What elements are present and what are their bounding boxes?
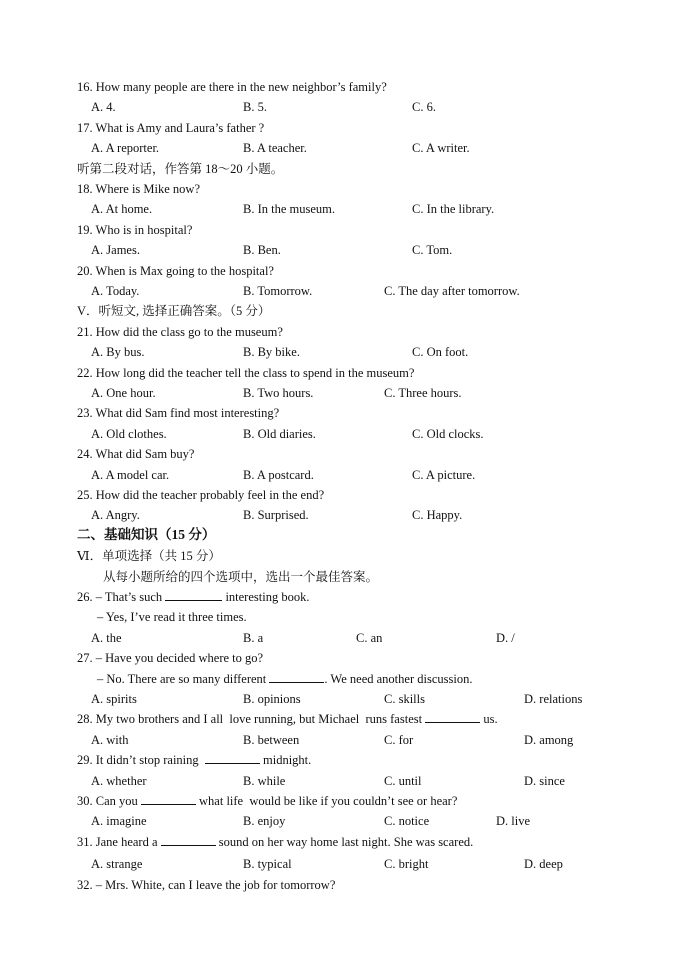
q16-option-c: C. 6. [412,100,436,114]
q29-stem-start: 29. It didn’t stop raining [77,753,205,767]
q27-reply-end: . We need another discussion. [324,672,473,686]
q23-option-a: A. Old clothes. [91,427,167,441]
question-19: 19. Who is in hospital? [77,223,193,237]
q18-option-c: C. In the library. [412,202,495,216]
q25-option-b: B. Surprised. [243,508,309,522]
question-25: 25. How did the teacher probably feel in the end? [77,488,325,502]
q28-option-b: B. between [243,733,300,747]
question-22: 22. How long did the teacher tell the class to spend in the museum? [77,366,415,380]
q17-option-b: B. A teacher. [243,141,307,155]
q20-option-b: B. Tomorrow. [243,284,313,298]
q21-option-b: B. By bike. [243,345,300,359]
q30-option-a: A. imagine [91,814,147,828]
q29-option-c: C. until [384,774,422,788]
section-6-instruction: 从每小题所给的四个选项中，选出一个最佳答案。 [103,570,379,584]
q18-option-a: A. At home. [91,202,153,216]
q20-option-c: C. The day after tomorrow. [384,284,520,298]
q27-reply [97,671,472,687]
q26-option-a: A. the [91,631,122,645]
q16-option-a: A. 4. [91,100,116,114]
q30-option-c: C. notice [384,814,430,828]
q25-option-a: A. Angry. [91,508,140,522]
q27-option-d: D. relations [524,692,583,706]
question-26 [77,589,309,605]
q29-stem-end: midnight. [259,753,312,767]
q29-option-d: D. since [524,774,565,788]
question-32: 32. – Mrs. White, can I leave the job for tomorrow? [77,878,336,892]
q17-option-a: A. A reporter. [91,141,160,155]
q17-option-c: C. A writer. [412,141,470,155]
question-30 [77,793,457,809]
q21-option-c: C. On foot. [412,345,469,359]
q30-stem-end: what life would be like if you couldn’t see or hear? [195,794,458,808]
q28-option-c: C. for [384,733,414,747]
q28-stem-end: us. [480,712,498,726]
q27-reply-start: – No. There are so many different [97,672,270,686]
q19-option-b: B. Ben. [243,243,281,257]
q27-option-b: B. opinions [243,692,301,706]
question-20: 20. When is Max going to the hospital? [77,264,274,278]
q28-blank [425,711,480,723]
q23-option-b: B. Old diaries. [243,427,316,441]
part-2-title: 二、基础知识（15 分） [77,527,216,542]
q26-option-d: D. / [496,631,515,645]
q27-option-a: A. spirits [91,692,137,706]
q31-blank [161,834,216,846]
q30-option-d: D. live [496,814,531,828]
q26-reply: – Yes, I’ve read it three times. [97,610,247,624]
q24-option-c: C. A picture. [412,468,476,482]
q23-option-c: C. Old clocks. [412,427,484,441]
q28-option-d: D. among [524,733,574,747]
q31-stem-start: 31. Jane heard a [77,835,161,849]
q22-option-a: A. One hour. [91,386,156,400]
question-18: 18. Where is Mike now? [77,182,201,196]
q21-option-a: A. By bus. [91,345,145,359]
q22-option-b: B. Two hours. [243,386,314,400]
question-16: 16. How many people are there in the new neighbor’s family? [77,80,387,94]
q29-option-a: A. whether [91,774,147,788]
q20-option-a: A. Today. [91,284,140,298]
q29-blank [205,752,260,764]
q28-option-a: A. with [91,733,129,747]
question-28 [77,711,498,727]
q18-option-b: B. In the museum. [243,202,336,216]
question-24: 24. What did Sam buy? [77,447,195,461]
question-29 [77,752,311,768]
q26-stem-start: 26. – That’s such [77,590,166,604]
q26-stem-end: interesting book. [222,590,310,604]
q19-option-c: C. Tom. [412,243,453,257]
q31-option-c: C. bright [384,857,429,871]
q31-option-b: B. typical [243,857,292,871]
q25-option-c: C. Happy. [412,508,463,522]
question-23: 23. What did Sam find most interesting? [77,406,280,420]
q27-blank [269,671,324,683]
question-21: 21. How did the class go to the museum? [77,325,283,339]
q22-option-c: C. Three hours. [384,386,462,400]
q31-option-d: D. deep [524,857,563,871]
q26-blank [165,589,222,601]
q31-option-a: A. strange [91,857,143,871]
q24-option-a: A. A model car. [91,468,170,482]
question-27: 27. – Have you decided where to go? [77,651,264,665]
q31-stem-end: sound on her way home last night. She was scared. [215,835,474,849]
q30-option-b: B. enjoy [243,814,286,828]
q24-option-b: B. A postcard. [243,468,314,482]
q30-blank [141,793,196,805]
section-5-heading: V．听短文, 选择正确答案。（5 分） [77,304,271,318]
section-6-heading: Ⅵ．单项选择（共 15 分） [77,549,221,563]
q27-option-c: C. skills [384,692,425,706]
q30-stem-start: 30. Can you [77,794,141,808]
q16-option-b: B. 5. [243,100,267,114]
q29-option-b: B. while [243,774,286,788]
question-17: 17. What is Amy and Laura’s father ? [77,121,265,135]
q26-option-c: C. an [356,631,383,645]
q28-stem-start: 28. My two brothers and I all love running, but Michael runs fastest [77,712,426,726]
question-31 [77,834,473,850]
q26-option-b: B. a [243,631,264,645]
q19-option-a: A. James. [91,243,140,257]
dialog-2-instruction: 听第二段对话，作答第 18～20 小题。 [77,162,284,176]
